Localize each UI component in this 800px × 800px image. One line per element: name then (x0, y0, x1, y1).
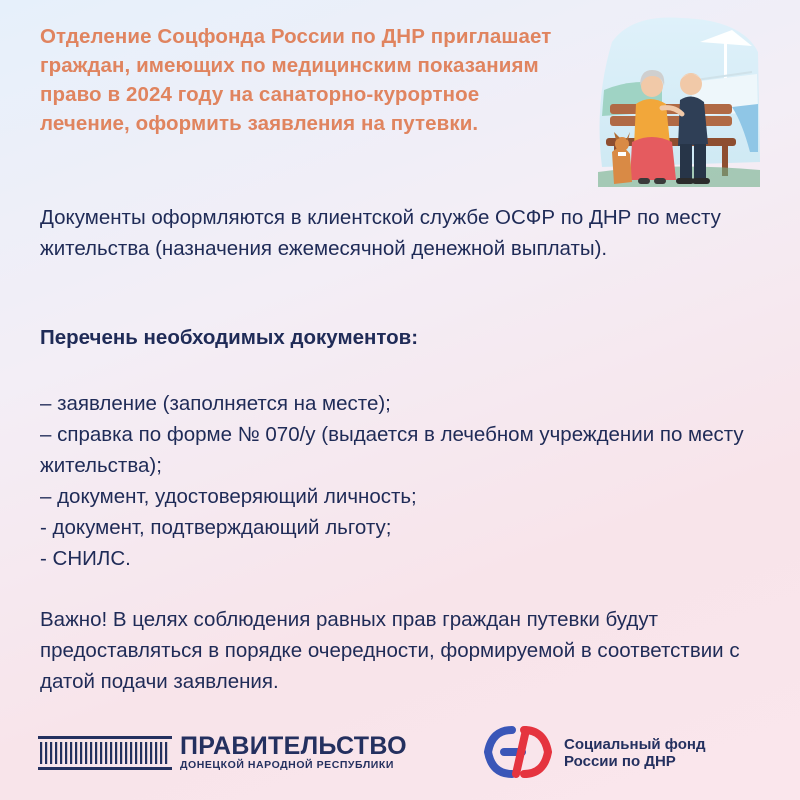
documents-list-item: - документ, подтверждающий льготу; (40, 516, 392, 539)
social-fund-emblem-icon (482, 724, 554, 780)
government-building-icon (38, 736, 172, 770)
social-fund-logo (482, 724, 782, 780)
government-subtitle: ДОНЕЦКОЙ НАРОДНОЙ РЕСПУБЛИКИ (180, 759, 394, 771)
headline: Отделение Соцфонда России по ДНР приглашает граждан, имеющих по медицинским показаниям право в 2024 году на санаторно-курортное лечение, оформить заявления на путевки. (40, 25, 552, 135)
documents-list (40, 388, 760, 574)
documents-list-title: Перечень необходимых документов: (40, 326, 419, 349)
important-paragraph: Важно! В целях соблюдения равных прав граждан путевки будут предоставляться в порядке очередности, формируемой в соответствии с датой подачи заявления. (40, 608, 740, 693)
intro-paragraph: Документы оформляются в клиентской службе ОСФР по ДНР по месту жительства (назначения ежемесячной денежной выплаты). (40, 206, 721, 260)
documents-list-item: – заявление (заполняется на месте); (40, 392, 391, 415)
government-logo (38, 728, 458, 778)
documents-list-item: – справка по форме № 070/у (выдается в лечебном учреждении по месту жительства); (40, 423, 744, 477)
social-fund-name-line2: России по ДНР (564, 753, 676, 770)
social-fund-name-line1: Социальный фонд (564, 736, 706, 753)
social-fund-name (564, 736, 764, 770)
government-title: ПРАВИТЕЛЬСТВО (180, 732, 407, 760)
elderly-couple-on-bench-illustration (592, 12, 764, 202)
documents-list-item: - СНИЛС. (40, 547, 131, 570)
documents-list-item: – документ, удостоверяющий личность; (40, 485, 417, 508)
